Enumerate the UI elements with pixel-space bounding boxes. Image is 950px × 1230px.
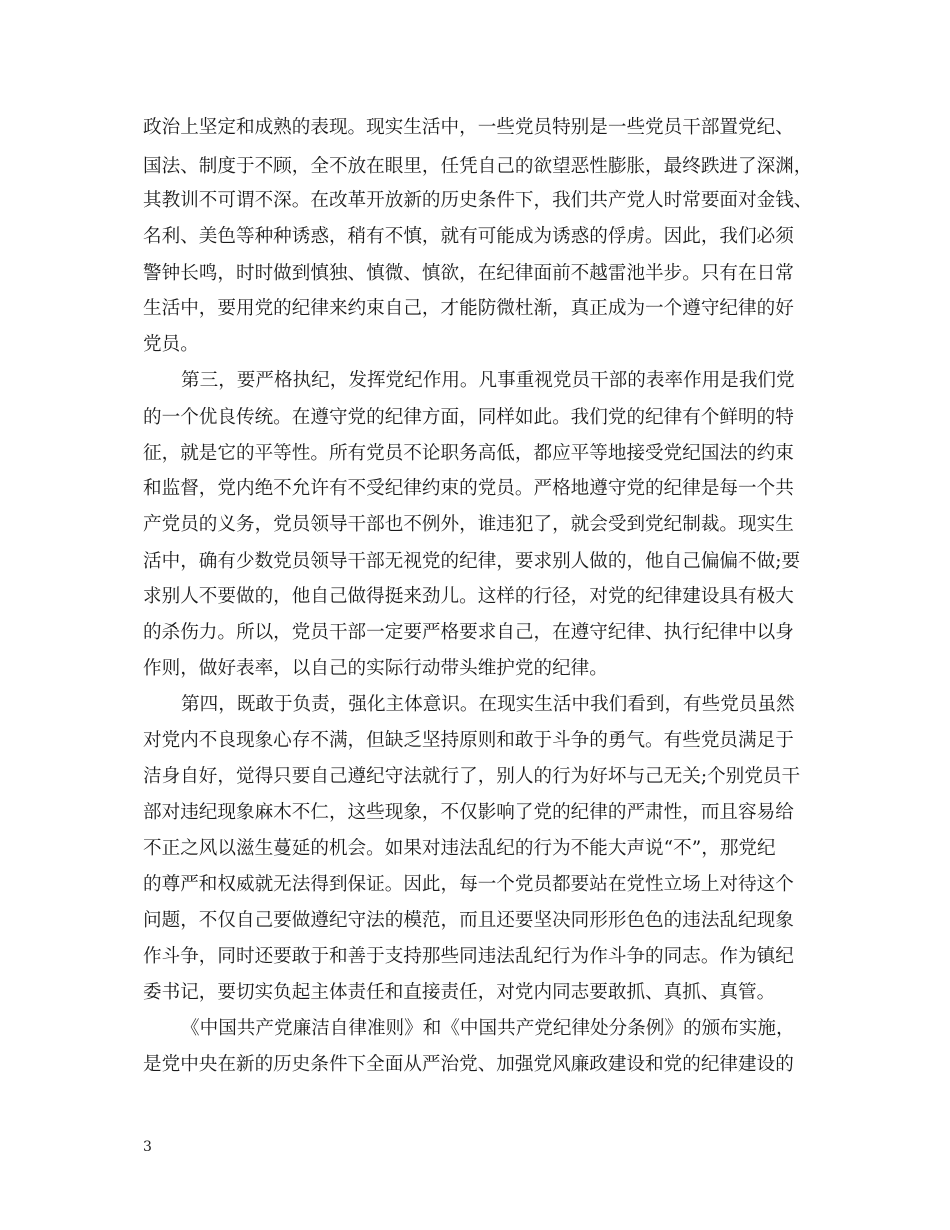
text-line-13: 活中，确有少数党员领导干部无视党的纪律，要求别人做的，他自己偏偏不做;要 [143, 551, 801, 572]
text-line-11: 和监督，党内绝不允许有不受纪律约束的党员。严格地遵守党的纪律是每一个共 [143, 478, 794, 499]
text-line-15: 的杀伤力。所以，党员干部一定要严格要求自己，在遵守纪律、执行纪律中以身 [143, 622, 794, 643]
text-line-9: 的一个优良传统。在遵守党的纪律方面，同样如此。我们党的纪律有个鲜明的特 [143, 407, 794, 428]
text-line-10: 征，就是它的平等性。所有党员不论职务高低，都应平等地接受党纪国法的约束 [143, 443, 794, 464]
text-line-24: 作斗争，同时还要敢于和善于支持那些同违法乱纪行为作斗争的同志。作为镇纪 [143, 946, 794, 967]
paragraph-fourth-line-1: 第四，既敢于负责，强化主体意识。在现实生活中我们看到，有些党员虽然 [181, 694, 795, 715]
text-line-12: 产党员的义务，党员领导干部也不例外，谁违犯了，就会受到党纪制裁。现实生 [143, 514, 794, 535]
text-line-1: 政治上坚定和成熟的表现。现实生活中，一些党员特别是一些党员干部置党纪、 [143, 117, 794, 138]
text-line-7: 党员。 [143, 334, 199, 355]
text-line-21: 不正之风以滋生蔓延的机会。如果对违法乱纪的行为不能大声说“不”，那党纪 [143, 838, 776, 859]
text-line-25: 委书记，要切实负起主体责任和直接责任，对党内同志要敢抓、真抓、真管。 [143, 982, 776, 1003]
text-line-22: 的尊严和权威就无法得到保证。因此，每一个党员都要站在党性立场上对待这个 [143, 874, 794, 895]
paragraph-third-line-1: 第三，要严格执纪，发挥党纪作用。凡事重视党员干部的表率作用是我们党 [181, 370, 795, 391]
text-line-3: 其教训不可谓不深。在改革开放新的历史条件下，我们共产党人时常要面对金钱、 [143, 190, 813, 211]
text-line-6: 生活中，要用党的纪律来约束自己，才能防微杜渐，真正成为一个遵守纪律的好 [143, 298, 794, 319]
text-line-16: 作则，做好表率，以自己的实际行动带头维护党的纪律。 [143, 658, 608, 679]
page-number: 3 [143, 1139, 152, 1155]
text-line-5: 警钟长鸣，时时做到慎独、慎微、慎欲，在纪律面前不越雷池半步。只有在日常 [143, 263, 794, 284]
text-line-2: 国法、制度于不顾，全不放在眼里，任凭自己的欲望恶性膨胀，最终跌进了深渊， [143, 156, 813, 177]
text-line-23: 问题，不仅自己要做遵纪守法的模范，而且还要坚决同形形色色的违法乱纪现象 [143, 910, 794, 931]
text-line-27: 是党中央在新的历史条件下全面从严治党、加强党风廉政建设和党的纪律建设的 [143, 1054, 794, 1075]
text-line-19: 洁身自好，觉得只要自己遵纪守法就行了，别人的行为好坏与己无关;个别党员干 [143, 766, 801, 787]
text-line-18: 对党内不良现象心存不满，但缺乏坚持原则和敢于斗争的勇气。有些党员满足于 [143, 730, 794, 751]
text-line-20: 部对违纪现象麻木不仁，这些现象，不仅影响了党的纪律的严肃性，而且容易给 [143, 802, 794, 823]
paragraph-fifth-line-1: 《中国共产党廉洁自律准则》和《中国共产党纪律处分条例》的颁布实施， [181, 1018, 795, 1039]
text-line-4: 名利、美色等种种诱惑，稍有不慎，就有可能成为诱惑的俘虏。因此，我们必须 [143, 226, 794, 247]
text-line-14: 求别人不要做的，他自己做得挺来劲儿。这样的行径，对党的纪律建设具有极大 [143, 586, 794, 607]
